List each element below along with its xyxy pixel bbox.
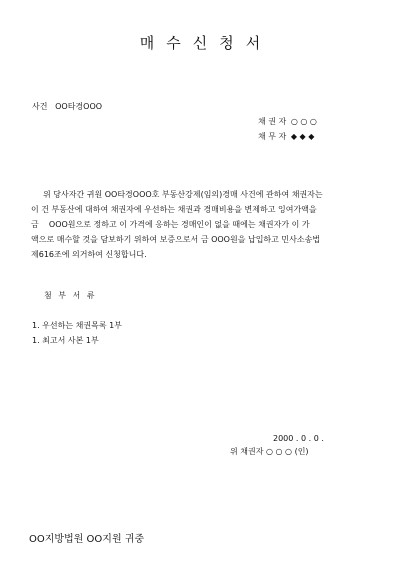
debtor-row xyxy=(258,129,317,144)
debtor-name: ◆ ◆ ◆ xyxy=(290,132,315,141)
debtor-label: 채 무 자 xyxy=(258,132,287,141)
attachments-heading: 첨 부 서 류 xyxy=(44,291,97,300)
document-title: 매수신청서 xyxy=(139,34,273,52)
case-line xyxy=(32,101,102,112)
attachments-list xyxy=(32,318,122,348)
case-number: OO타경OOO xyxy=(55,102,103,111)
body-line: 이 건 부동산에 대하여 채권자에 우선하는 채권과 경매비용을 변제하고 잉여가액을 xyxy=(31,205,317,214)
body-paragraph xyxy=(31,187,373,262)
court-line: OO지방법원 OO지원 귀중 xyxy=(29,534,145,545)
attachment-item: 1. 우선하는 채권목록 1부 xyxy=(32,321,122,330)
body-line: 금 OOO원으로 정하고 이 가격에 응하는 경매인이 없을 때에는 채권자가 이 가 xyxy=(31,220,310,229)
case-label: 사건 xyxy=(32,102,48,111)
body-line: 액으로 매수할 것을 담보하기 위하여 보증으로서 금 OOO원을 납입하고 민사소송법 xyxy=(31,235,321,244)
creditor-row xyxy=(258,114,317,129)
creditor-label: 채 권 자 xyxy=(258,117,287,126)
signer-line: 위 채권자 ○ ○ ○ (인) xyxy=(230,447,309,456)
body-line: 제616조에 의거하여 신청합니다. xyxy=(31,250,147,259)
creditor-name: ○ ○ ○ xyxy=(290,117,317,126)
body-line: 위 당사자간 귀원 OO타경OOO호 부동산강제(임의)경매 사건에 관하여 채권자는 xyxy=(43,190,323,199)
date-line: 2000 . 0 . 0 . xyxy=(273,434,324,443)
party-block xyxy=(258,114,317,144)
attachment-item: 1. 최고서 사본 1부 xyxy=(32,336,99,345)
